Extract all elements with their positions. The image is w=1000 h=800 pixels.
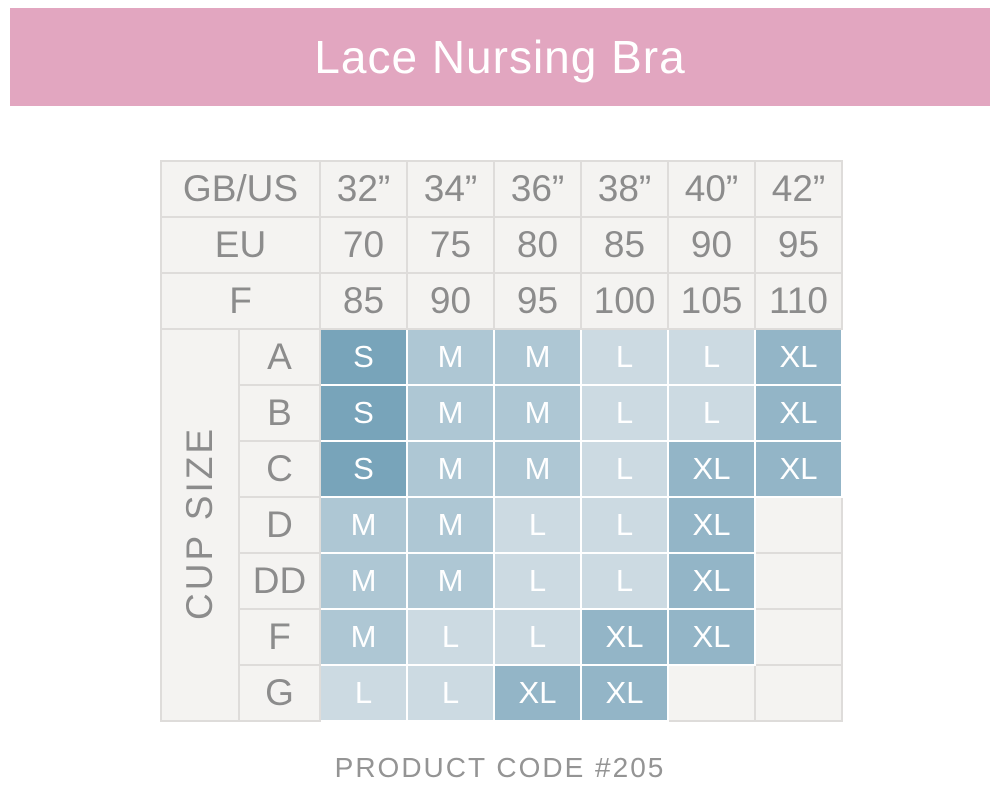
cup-row-f [161, 609, 842, 665]
size-cell: XL [668, 441, 755, 497]
size-cell: L [494, 609, 581, 665]
band-value: 40” [668, 161, 755, 217]
size-cell: M [407, 441, 494, 497]
size-cell: L [407, 609, 494, 665]
cup-size-axis-label: CUP SIZE [179, 425, 220, 620]
cup-row-d [161, 497, 842, 553]
band-value: 70 [320, 217, 407, 273]
size-cell: M [320, 553, 407, 609]
size-chart-table [160, 160, 843, 722]
band-row-eu [161, 217, 842, 273]
band-system-label: GB/US [161, 161, 320, 217]
size-cell: L [581, 441, 668, 497]
cup-letter: G [239, 665, 320, 721]
band-value: 85 [320, 273, 407, 329]
band-value: 95 [755, 217, 842, 273]
size-cell: M [407, 553, 494, 609]
band-value: 36” [494, 161, 581, 217]
size-cell [755, 497, 842, 553]
size-cell: L [407, 665, 494, 721]
cup-letter: DD [239, 553, 320, 609]
band-value: 90 [668, 217, 755, 273]
size-cell: XL [755, 385, 842, 441]
size-cell: XL [668, 609, 755, 665]
cup-letter: D [239, 497, 320, 553]
cup-row-g [161, 665, 842, 721]
size-cell: M [494, 441, 581, 497]
cup-letter: C [239, 441, 320, 497]
cup-row-b [161, 385, 842, 441]
size-cell: XL [581, 665, 668, 721]
size-cell: XL [581, 609, 668, 665]
size-cell: S [320, 329, 407, 385]
size-cell: XL [668, 553, 755, 609]
size-cell: M [407, 497, 494, 553]
cup-row-a [161, 329, 842, 385]
band-value: 42” [755, 161, 842, 217]
band-row-f [161, 273, 842, 329]
size-cell: XL [755, 329, 842, 385]
size-cell: L [494, 553, 581, 609]
band-value: 34” [407, 161, 494, 217]
size-cell: L [581, 553, 668, 609]
band-value: 95 [494, 273, 581, 329]
size-cell [668, 665, 755, 721]
size-cell: S [320, 385, 407, 441]
cup-letter: F [239, 609, 320, 665]
size-cell: XL [494, 665, 581, 721]
size-cell: S [320, 441, 407, 497]
page-title: Lace Nursing Bra [314, 31, 686, 83]
size-cell: L [668, 385, 755, 441]
size-cell: M [320, 497, 407, 553]
size-cell: M [407, 329, 494, 385]
size-cell: M [494, 385, 581, 441]
size-cell: L [494, 497, 581, 553]
size-cell: M [320, 609, 407, 665]
cup-row-dd [161, 553, 842, 609]
size-cell: L [581, 497, 668, 553]
band-value: 85 [581, 217, 668, 273]
band-value: 75 [407, 217, 494, 273]
size-cell: L [320, 665, 407, 721]
size-cell: L [581, 385, 668, 441]
band-value: 32” [320, 161, 407, 217]
band-value: 80 [494, 217, 581, 273]
band-value: 90 [407, 273, 494, 329]
cup-row-c [161, 441, 842, 497]
band-system-label: EU [161, 217, 320, 273]
size-cell: L [668, 329, 755, 385]
size-cell: M [494, 329, 581, 385]
band-value: 105 [668, 273, 755, 329]
band-value: 100 [581, 273, 668, 329]
size-cell [755, 609, 842, 665]
size-cell: L [581, 329, 668, 385]
title-banner [10, 8, 990, 106]
band-value: 110 [755, 273, 842, 329]
band-system-label: F [161, 273, 320, 329]
product-code: PRODUCT CODE #205 [334, 752, 666, 783]
size-cell [755, 665, 842, 721]
size-cell: XL [668, 497, 755, 553]
size-cell: M [407, 385, 494, 441]
size-cell: XL [755, 441, 842, 497]
cup-letter: B [239, 385, 320, 441]
band-row-gbus [161, 161, 842, 217]
size-cell [755, 553, 842, 609]
cup-size-axis [161, 329, 239, 721]
band-value: 38” [581, 161, 668, 217]
cup-letter: A [239, 329, 320, 385]
